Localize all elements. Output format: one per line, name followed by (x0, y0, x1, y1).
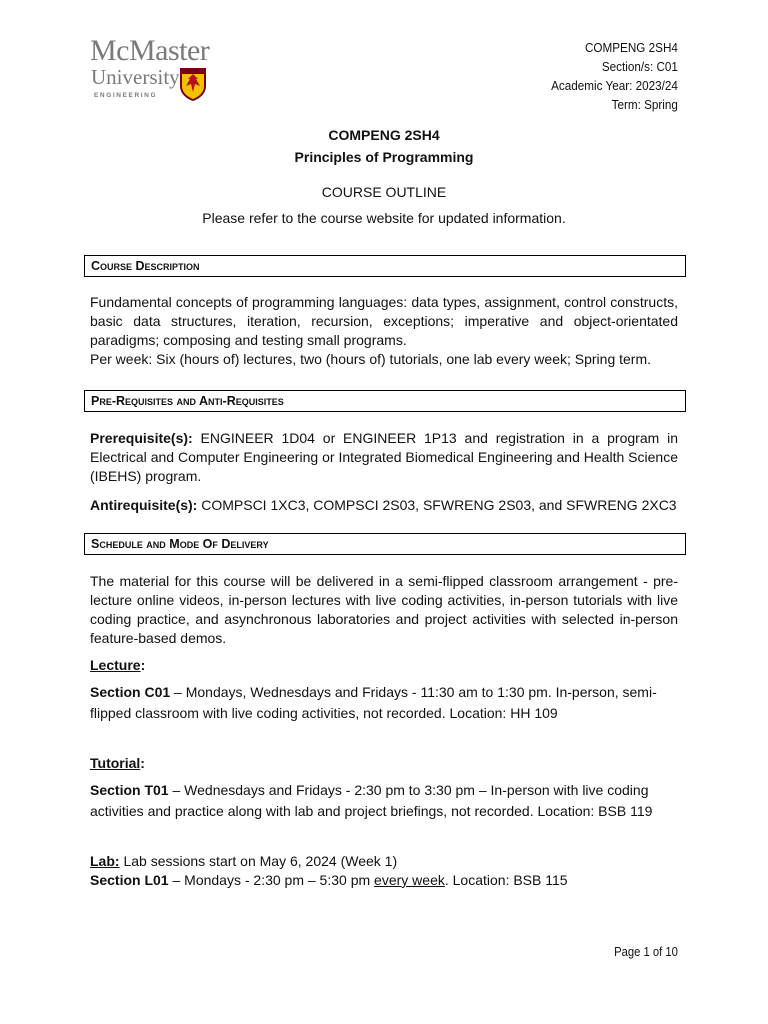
section-c01-label: Section C01 (90, 684, 171, 700)
section-l01-text-a: – Mondays - 2:30 pm – 5:30 pm (168, 872, 375, 888)
section-t01-paragraph (90, 780, 678, 822)
header-academic-year: Academic Year: 2023/24 (551, 78, 678, 93)
requisites-heading: Pre-Requisites and Anti-Requisites (84, 390, 686, 412)
section-c01-paragraph (90, 682, 678, 724)
antirequisites-label: Antirequisite(s): (90, 497, 198, 513)
section-t01-label: Section T01 (90, 782, 169, 798)
section-l01-every-week: every week (374, 872, 445, 888)
schedule-body: The material for this course will be delivered in a semi-flipped classroom arrangement - pre-lecture online videos, in-person lectures with live coding activities, in-person tutorials with live coding practice, and asynchronous laboratories and project activities with selected in-person feature-based demos. (90, 573, 678, 646)
course-header (551, 38, 678, 114)
logo-line-mcmaster: McMaster (90, 34, 210, 67)
section-l01-text-b: . Location: BSB 115 (444, 872, 568, 888)
header-course-code: COMPENG 2SH4 (585, 40, 678, 55)
crest-icon (178, 66, 208, 102)
lecture-heading (90, 656, 678, 675)
mcmaster-engineering-logo (90, 36, 214, 106)
prerequisites-label: Prerequisite(s): (90, 430, 193, 446)
header-section: Section/s: C01 (601, 59, 678, 74)
antirequisites-text: COMPSCI 1XC3, COMPSCI 2S03, SFWRENG 2S03, and SFWRENG 2XC3 (197, 497, 677, 513)
prerequisites-paragraph (90, 429, 678, 486)
per-week-text: Per week: Six (hours of) lectures, two (hours of) tutorials, one lab every week; Spring term. (90, 351, 652, 367)
website-notice: Please refer to the course website for updated information. (202, 210, 566, 226)
lab-label: Lab: (90, 853, 120, 869)
header-term: Term: Spring (611, 97, 678, 112)
section-t01-text: – Wednesdays and Fridays - 2:30 pm to 3:30 pm – In-person with live coding activities and practice along with lab and project briefings, not recorded. Location: BSB 119 (90, 782, 653, 819)
logo-line-engineering: ENGINEERING (94, 92, 158, 99)
prerequisites-text: ENGINEER 1D04 or ENGINEER 1P13 and registration in a program in Electrical and Computer Engineering or Integrated Biomedical Engineering and Health Science (IBEHS) program. (90, 430, 678, 484)
tutorial-label: Tutorial (90, 755, 141, 771)
tutorial-heading (90, 754, 678, 773)
antirequisites-paragraph (90, 496, 678, 515)
description-text: Fundamental concepts of programming languages: data types, assignment, control constructs, basic data structures, iteration, recursion, exceptions; imperative and object-orientated paradigms; composing and testing small programs. (90, 294, 678, 348)
schedule-heading: Schedule and Mode Of Delivery (84, 533, 686, 555)
section-l01-line (90, 871, 678, 890)
course-outline-heading: COURSE OUTLINE (321, 184, 447, 200)
lecture-colon: : (140, 657, 146, 673)
course-code-title: COMPENG 2SH4 (328, 127, 440, 143)
section-c01-text: – Mondays, Wednesdays and Fridays - 11:30 am to 1:30 pm. In-person, semi-flipped classroom with live coding activities, not recorded. Location: HH 109 (90, 684, 657, 721)
lab-paragraph (90, 852, 678, 890)
course-description-heading: Course Description (84, 255, 686, 277)
logo-line-university: University (91, 65, 180, 89)
section-l01-label: Section L01 (90, 872, 169, 888)
lab-line (90, 852, 678, 871)
lecture-label: Lecture (90, 657, 141, 673)
lab-text: Lab sessions start on May 6, 2024 (Week 1) (119, 853, 398, 869)
tutorial-colon: : (140, 755, 145, 771)
course-description-body (90, 293, 678, 369)
course-name-title: Principles of Programming (294, 149, 474, 165)
page-number: Page 1 of 10 (614, 945, 678, 959)
